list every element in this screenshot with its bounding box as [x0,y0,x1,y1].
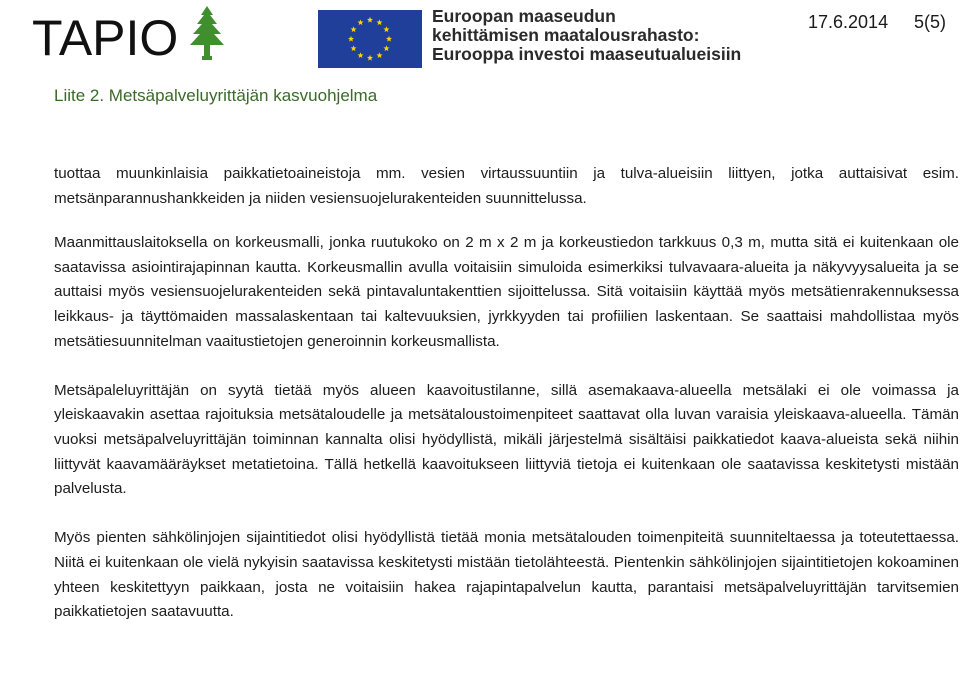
eu-fund-text [432,7,741,64]
eu-line-3: Eurooppa investoi maaseutualueisiin [432,44,742,64]
page-header [0,0,960,80]
eu-line-2: kehittämisen maatalousrahasto: [432,25,700,45]
tapio-tree-icon [186,6,228,62]
eu-flag-icon [318,10,422,68]
paragraph-4: Myös pienten sähkölinjojen sijaintitiedot olisi hyödyllistä tietää monia metsätalouden toimenpiteitä suunniteltaessa ja toteutettaessa. Niitä ei kuitenkaan ole vielä nykyisin saatavissa keskitetysti mistään tietolähteestä. Pientenkin sähkölinjojen sijaintitietojen kokoaminen yhteen keskitettyyn paikkaan, josta ne voitaisiin hakea rajapintapalvelun kautta, parantaisi metsäpalveluyrittäjän tarvitsemien paikkatietojen saatavuutta. [54,529,959,621]
appendix-title: Liite 2. Metsäpalveluyrittäjän kasvuohjelma [54,86,378,105]
document-body [54,162,959,649]
eu-line-1: Euroopan maaseudun [432,6,616,26]
paragraph-2: Maanmittauslaitoksella on korkeusmalli, jonka ruutukoko on 2 m x 2 m ja korkeustiedon tarkkuus 0,3 m, mutta sitä ei kuitenkaan ole saatavissa asiointirajapinnan kautta. Korkeusmallin avulla voitaisiin simuloida esimerkiksi tulvavaara-alueita ja näkyvyysalueita ja se auttaisi myös vesiensuojelurakenteiden sekä pintavaluntakenttien sijoittelussa. Sitä voitaisiin käyttää myös metsätienrakennuksessa leikkaus- ja täyttömaiden massalaskentaan tai kaltevuuksien, jyrkkyyden tai profiilien laskentaan. Se saattaisi mahdollistaa myös metsätiesuunnitelman vaaitustietojen generoinnin korkeusmallista. [54,234,959,350]
document-date: 17.6.2014 [808,12,889,32]
page-number: 5(5) [914,12,947,32]
paragraph-1: tuottaa muunkinlaisia paikkatietoaineistoja mm. vesien virtaussuuntiin ja tulva-alueisiin liittyen, jotka auttaisivat esim. metsänparannushankkeiden ja niiden vesiensuojelurakenteiden suunnittelussa. [54,165,959,207]
paragraph-3: Metsäpaleluyrittäjän on syytä tietää myös alueen kaavoitustilanne, sillä asemakaava-alueella metsälaki ei ole voimassa ja yleiskaavakin asettaa rajoituksia metsätaloudelle ja metsätaloustoimenpiteet saattavat olla luvan varaisia yleiskaava-alueella. Tämän vuoksi metsäpalveluyrittäjän toiminnan kannalta olisi hyödyllistä, mikäli järjestelmä sisältäisi paikkatiedot kaava-alueista sekä niihin liittyvät kaavamääräykset metatietoina. Tällä hetkellä kaavoitukseen liittyviä tietoja ei kuitenkaan ole saatavissa keskitetysti mistään palvelusta. [54,381,959,498]
tapio-logo-text: TAPIO [32,10,179,66]
